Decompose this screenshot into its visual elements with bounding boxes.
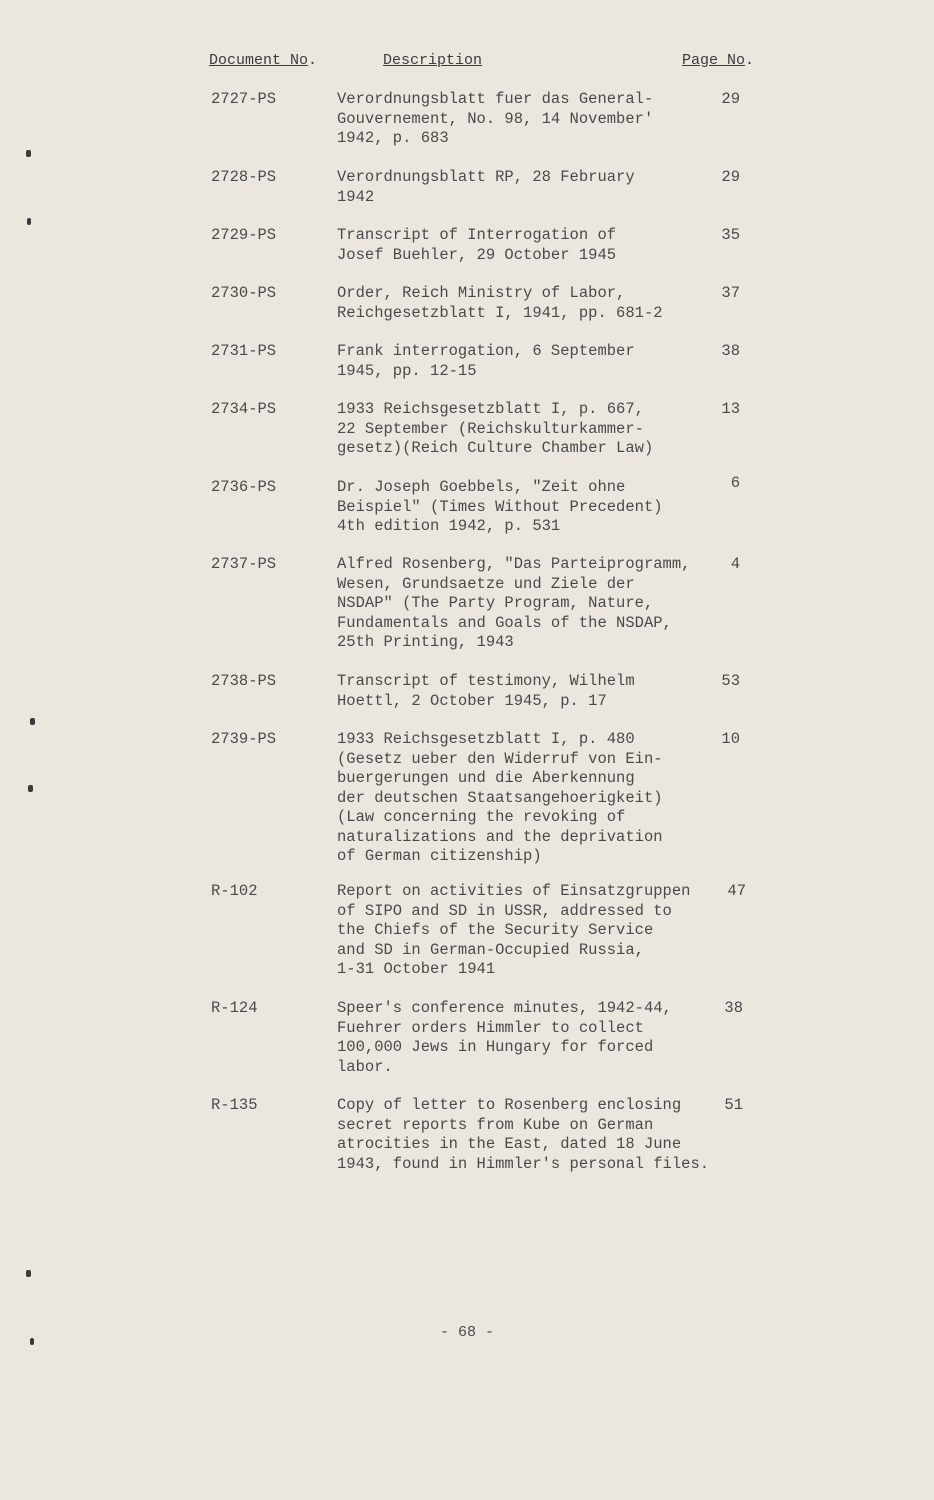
document-number: R-124 (211, 999, 258, 1017)
document-description (337, 226, 717, 265)
column-header-document-no (209, 52, 317, 69)
description-line: secret reports from Kube on German (337, 1115, 654, 1134)
description-line: Beispiel" (Times Without Precedent) (337, 497, 663, 516)
page-number: 29 (721, 90, 740, 108)
description-line: Report on activities of Einsatzgruppen (337, 882, 691, 900)
page-number: 38 (724, 999, 743, 1017)
document-description (337, 478, 717, 537)
description-line: (Law concerning the revoking of (337, 808, 626, 826)
description-line: 1942, p. 683 (337, 129, 449, 147)
description-line: 1933 Reichsgesetzblatt I, p. 667, (337, 400, 644, 418)
description-line: and SD in German-Occupied Russia, (337, 940, 644, 959)
document-description (337, 90, 717, 149)
description-line: of German citizenship) (337, 847, 542, 865)
description-line: Fuehrer orders Himmler to collect (337, 1018, 644, 1037)
description-line: of SIPO and SD in USSR, addressed to (337, 901, 672, 920)
page-number: 13 (721, 400, 740, 418)
page-number: 37 (721, 284, 740, 302)
description-line: Josef Buehler, 29 October 1945 (337, 245, 617, 264)
column-header-description-label: Description (383, 52, 483, 69)
description-line: buergerungen und die Aberkennung (337, 769, 635, 787)
document-description (337, 400, 717, 459)
document-number: 2738-PS (211, 672, 277, 690)
description-line: 100,000 Jews in Hungary for forced (337, 1038, 654, 1056)
binding-mark (30, 718, 35, 725)
footer-page-number: - 68 - (439, 1324, 494, 1341)
page-number: 47 (727, 882, 746, 900)
binding-mark (27, 218, 31, 225)
document-description (337, 168, 717, 207)
document-description (337, 342, 717, 381)
description-line: der deutschen Staatsangehoerigkeit) (337, 788, 663, 807)
description-line: Frank interrogation, 6 September (337, 342, 635, 360)
document-description (337, 284, 717, 323)
description-line: Transcript of testimony, Wilhelm (337, 672, 635, 690)
document-description (337, 730, 717, 867)
column-header-page-no-dot: . (745, 52, 755, 69)
description-line: 1-31 October 1941 (337, 960, 496, 978)
description-line: 1943, found in Himmler's personal files. (337, 1154, 710, 1173)
page-number: 53 (721, 672, 740, 690)
page-number: 4 (730, 555, 740, 573)
description-line: Wesen, Grundsaetze und Ziele der (337, 574, 635, 593)
document-description (337, 999, 717, 1077)
description-line: Dr. Joseph Goebbels, "Zeit ohne (337, 478, 626, 496)
description-line: Verordnungsblatt fuer das General- (337, 90, 654, 108)
description-line: Gouvernement, No. 98, 14 November' (337, 109, 654, 128)
document-number: 2727-PS (211, 90, 277, 108)
document-number: R-135 (211, 1096, 258, 1114)
description-line: Copy of letter to Rosenberg enclosing (337, 1096, 682, 1114)
document-number: 2736-PS (211, 478, 277, 496)
description-line: Transcript of Interrogation of (337, 226, 617, 244)
document-number: 2730-PS (211, 284, 277, 302)
description-line: (Gesetz ueber den Widerruf von Ein- (337, 749, 663, 768)
description-line: naturalizations and the deprivation (337, 827, 663, 846)
description-line: 22 September (Reichskulturkammer- (337, 419, 644, 438)
document-description (337, 672, 717, 711)
description-line: Fundamentals and Goals of the NSDAP, (337, 613, 672, 632)
description-line: Reichgesetzblatt I, 1941, pp. 681-2 (337, 303, 663, 322)
document-number: 2734-PS (211, 400, 277, 418)
page-number: 10 (721, 730, 740, 748)
document-number: 2731-PS (211, 342, 277, 360)
binding-mark (26, 1270, 31, 1277)
description-line: atrocities in the East, dated 18 June (337, 1135, 682, 1153)
document-number: 2728-PS (211, 168, 277, 186)
document-number: 2729-PS (211, 226, 277, 244)
document-description (337, 882, 717, 980)
description-line: 4th edition 1942, p. 531 (337, 517, 561, 535)
description-line: Verordnungsblatt RP, 28 February (337, 168, 635, 186)
description-line: 25th Printing, 1943 (337, 633, 514, 651)
document-description (337, 555, 717, 653)
page-number: 51 (724, 1096, 743, 1114)
page-number: 38 (721, 342, 740, 360)
page-number: 29 (721, 168, 740, 186)
binding-mark (28, 785, 33, 792)
description-line: 1942 (337, 187, 375, 206)
description-line: 1933 Reichsgesetzblatt I, p. 480 (337, 730, 635, 748)
binding-mark (26, 150, 31, 157)
description-line: Hoettl, 2 October 1945, p. 17 (337, 691, 607, 710)
document-number: R-102 (211, 882, 258, 900)
column-header-page-no (682, 52, 754, 69)
description-line: NSDAP" (The Party Program, Nature, (337, 594, 654, 612)
document-description (337, 1096, 717, 1174)
description-line: gesetz)(Reich Culture Chamber Law) (337, 439, 654, 457)
document-number: 2739-PS (211, 730, 277, 748)
description-line: Alfred Rosenberg, "Das Parteiprogramm, (337, 555, 691, 573)
document-number: 2737-PS (211, 555, 277, 573)
description-line: labor. (337, 1057, 393, 1076)
page-number: 6 (730, 474, 740, 492)
column-header-document-no-dot: . (308, 52, 318, 69)
column-header-page-no-label: Page No (682, 52, 746, 69)
description-line: 1945, pp. 12-15 (337, 361, 477, 380)
description-line: Speer's conference minutes, 1942-44, (337, 999, 672, 1017)
column-header-document-no-label: Document No (209, 52, 309, 69)
description-line: the Chiefs of the Security Service (337, 921, 654, 939)
description-line: Order, Reich Ministry of Labor, (337, 284, 626, 302)
page-number: 35 (721, 226, 740, 244)
column-header-description (383, 52, 482, 69)
